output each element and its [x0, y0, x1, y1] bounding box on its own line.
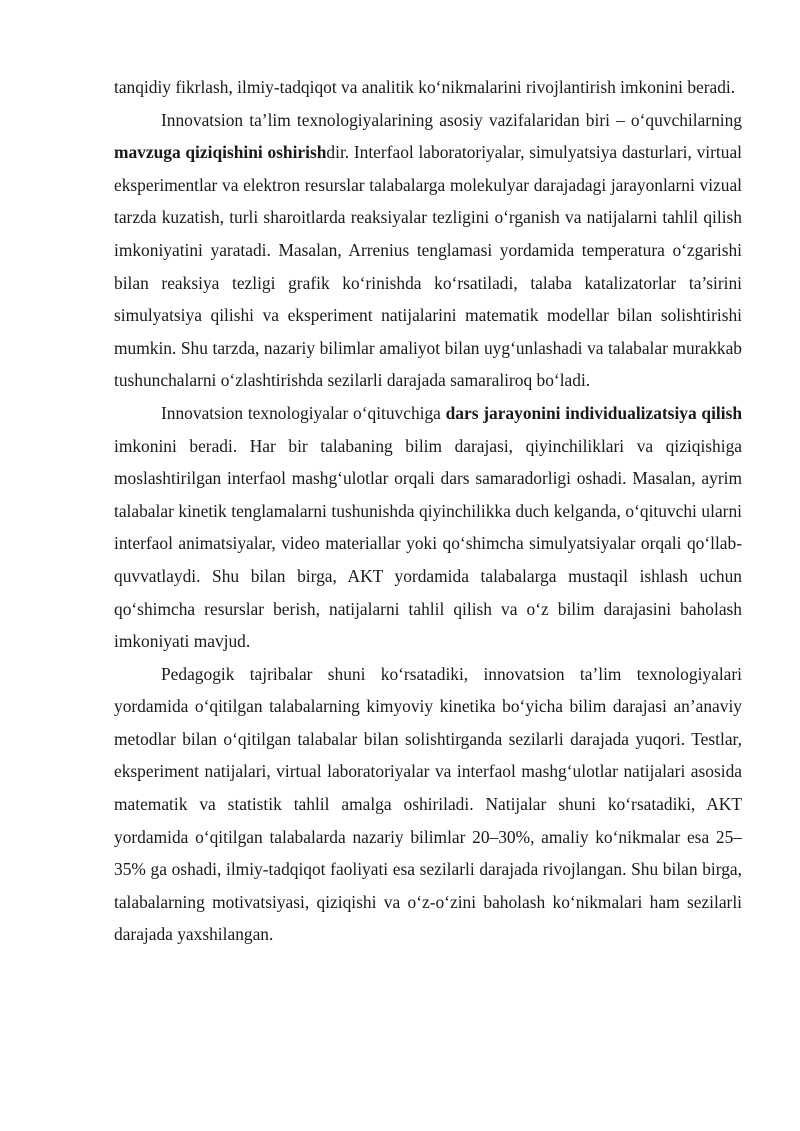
- paragraph-4: [114, 658, 742, 951]
- paragraph-1-text: tanqidiy fikrlash, ilmiy-tadqiqot va analitik ko‘nikmalarini rivojlantirish imkonini beradi.: [114, 77, 736, 97]
- paragraph-2-text-end: dir. Interfaol laboratoriyalar, simulyatsiya dasturlari, virtual eksperimentlar va elektron resurslar talabalarga molekulyar darajadagi jarayonlarni vizual tarzda kuzatish, turli sharoitlarda reaksiyalar tezligini o‘rganish va natijalarni tahlil qilish imkoniyatini yaratadi. Masalan, Arrenius tenglamasi yordamida temperatura o‘zgarishi bilan reaksiya tezligi grafik ko‘rinishda ko‘rsatiladi, talaba katalizatorlar ta’sirini simulyatsiya qilishi va eksperiment natijalarini matematik modellar bilan solishtirishi mumkin. Shu tarzda, nazariy bilimlar amaliyot bilan uyg‘unlashadi va talabalar murakkab tushunchalarni o‘zlashtirishda sezilarli darajada samaraliroq bo‘ladi.: [114, 142, 742, 391]
- paragraph-3: [114, 397, 742, 658]
- paragraph-1: [114, 71, 742, 104]
- paragraph-3-emphasis: dars jarayonini individualizatsiya qilish: [445, 402, 743, 423]
- document-page: [114, 71, 742, 951]
- paragraph-2-emphasis: mavzuga qiziqishini oshirish: [114, 142, 327, 163]
- paragraph-4-text: Pedagogik tajribalar shuni ko‘rsatadiki, innovatsion ta’lim texnologiyalari yordamida o‘qitilgan talabalarning kimyoviy kinetika bo‘yicha bilim darajasi an’anaviy metodlar bilan o‘qitilgan talabalar bilan solishtirganda sezilarli darajada yuqori. Testlar, eksperiment natijalari, virtual laboratoriyalar va interfaol mashg‘ulotlar natijalari asosida matematik va statistik tahlil amalga oshiriladi. Natijalar shuni ko‘rsatadiki, AKT yordamida o‘qitilgan talabalarda nazariy bilimlar 20–30%, amaliy ko‘nikmalar esa 25–35% ga oshadi, ilmiy-tadqiqot faoliyati esa sezilarli darajada rivojlangan. Shu bilan birga, talabalarning motivatsiyasi, qiziqishi va o‘z-o‘zini baholash ko‘nikmalari ham sezilarli darajada yaxshilangan.: [114, 663, 742, 945]
- paragraph-3-text-end: imkonini beradi. Har bir talabaning bilim darajasi, qiyinchiliklari va qiziqishiga moslashtirilgan interfaol mashg‘ulotlar orqali dars samaradorligi oshadi. Masalan, ayrim talabalar kinetik tenglamalarni tushunishda qiyinchilikka duch kelganda, o‘qituvchi ularni interfaol animatsiyalar, video materiallar yoki qo‘shimcha simulyatsiyalar orqali qo‘llab-quvvatlaydi. Shu bilan birga, AKT yordamida talabalarga mustaqil ishlash uchun qo‘shimcha resurslar berish, natijalarni tahlil qilish va o‘z bilim darajasini baholash imkoniyati mavjud.: [114, 435, 742, 652]
- paragraph-2: [114, 104, 742, 397]
- paragraph-2-text-start: Innovatsion ta’lim texnologiyalarining asosiy vazifalaridan biri – o‘quvchilarning: [161, 109, 742, 130]
- paragraph-3-text-start: Innovatsion texnologiyalar o‘qituvchiga: [161, 402, 446, 423]
